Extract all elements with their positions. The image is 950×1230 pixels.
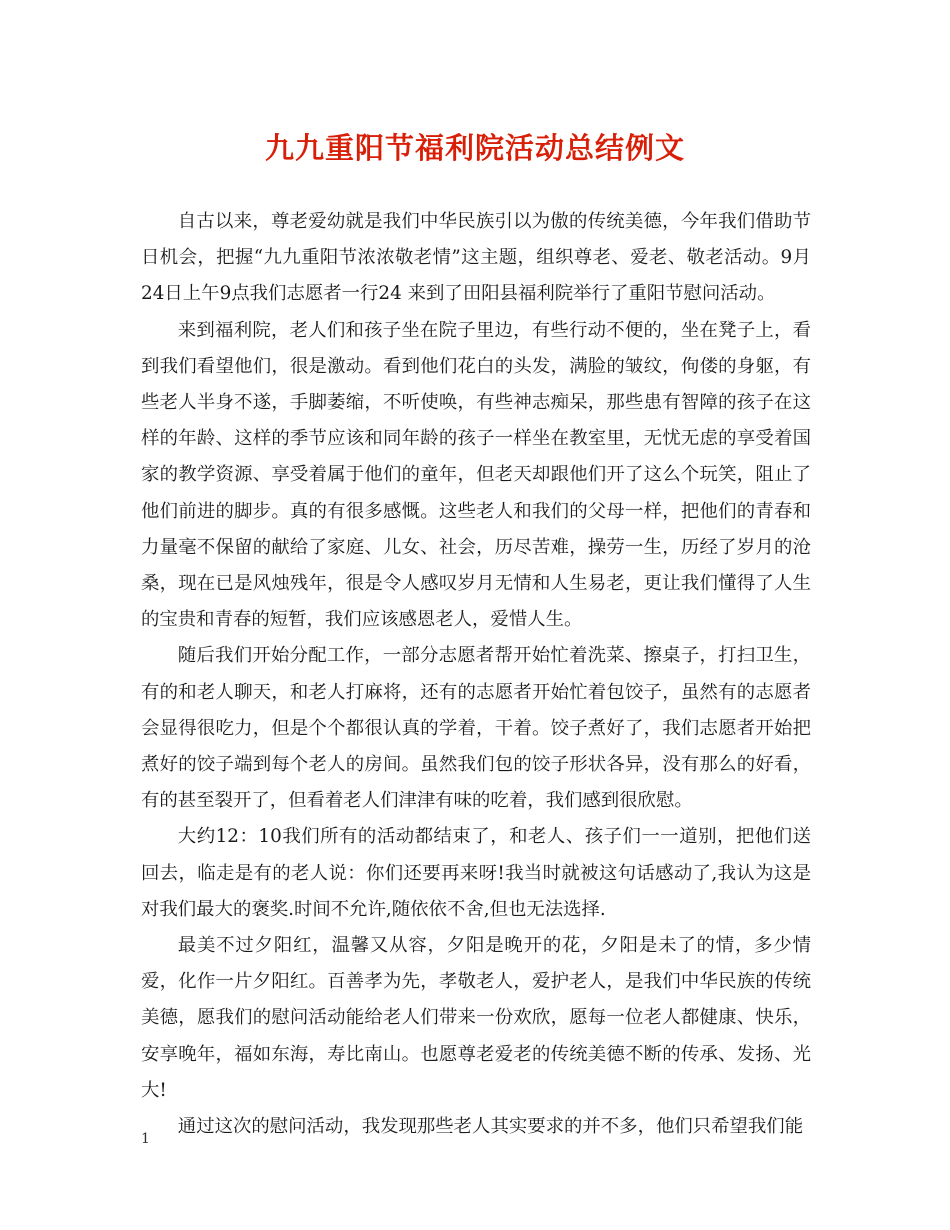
paragraph-arrival: 来到福利院，老人们和孩子坐在院子里边，有些行动不便的，坐在凳子上，看到我们看望他们，很是激动。看到他们花白的头发，满脸的皱纹，佝偻的身躯，有些老人半身不遂，手脚萎缩，不听使唤，有些神志痴呆，那些患有智障的孩子在这样的年龄、这样的季节应该和同年龄的孩子一样坐在教室里，无忧无虑的享受着国家的教学资源、享受着属于他们的童年，但老天却跟他们开了这么个玩笑，阻止了他们前进的脚步。真的有很多感慨。这些老人和我们的父母一样，把他们的青春和力量毫不保留的献给了家庭、儿女、社会，历尽苦难，操劳一生，历经了岁月的沧桑，现在已是风烛残年，很是令人感叹岁月无情和人生易老，更让我们懂得了人生的宝贵和青春的短暂，我们应该感恩老人，爱惜人生。 xyxy=(141,319,811,631)
paragraph-reflection: 通过这次的慰问活动，我发现那些老人其实要求的并不多，他们只希望我们能 xyxy=(177,1116,804,1138)
document-title: 九九重阳节福利院活动总结例文 xyxy=(264,131,685,165)
paragraph-work: 随后我们开始分配工作，一部分志愿者帮开始忙着洗菜、擦桌子，打扫卫生，有的和老人聊天，和老人打麻将，还有的志愿者开始忙着包饺子，虽然有的志愿者会显得很吃力，但是个个都很认真的学着，干着。饺子煮好了，我们志愿者开始把煮好的饺子端到每个老人的房间。虽然我们包的饺子形状各异，没有那么的好看，有的甚至裂开了，但看着老人们津津有味的吃着，我们感到很欣慰。 xyxy=(141,645,811,812)
document-body xyxy=(141,204,811,1145)
paragraph-wishes: 最美不过夕阳红，温馨又从容，夕阳是晚开的花，夕阳是未了的情，多少情爱，化作一片夕阳红。百善孝为先，孝敬老人，爱护老人，是我们中华民族的传统美德，愿我们的慰问活动能给老人们带来一份欢欣，愿每一位老人都健康、快乐，安享晚年，福如东海，寿比南山。也愿尊老爱老的传统美德不断的传承、发扬、光大! xyxy=(141,935,811,1101)
page-number: 1 xyxy=(141,1131,150,1147)
paragraph-intro: 自古以来，尊老爱幼就是我们中华民族引以为傲的传统美德，今年我们借助节日机会，把握“九九重阳节浓浓敬老情”这主题，组织尊老、爱老、敬老活动。9月24日上午9点我们志愿者一行24 来到了田阳县福利院举行了重阳节慰问活动。 xyxy=(141,211,811,305)
paragraph-farewell: 大约12：10我们所有的活动都结束了，和老人、孩子们一一道别，把他们送回去，临走是有的老人说：你们还要再来呀!我当时就被这句话感动了,我认为这是对我们最大的褒奖.时间不允许,随依依不舍,但也无法选择. xyxy=(141,826,811,920)
